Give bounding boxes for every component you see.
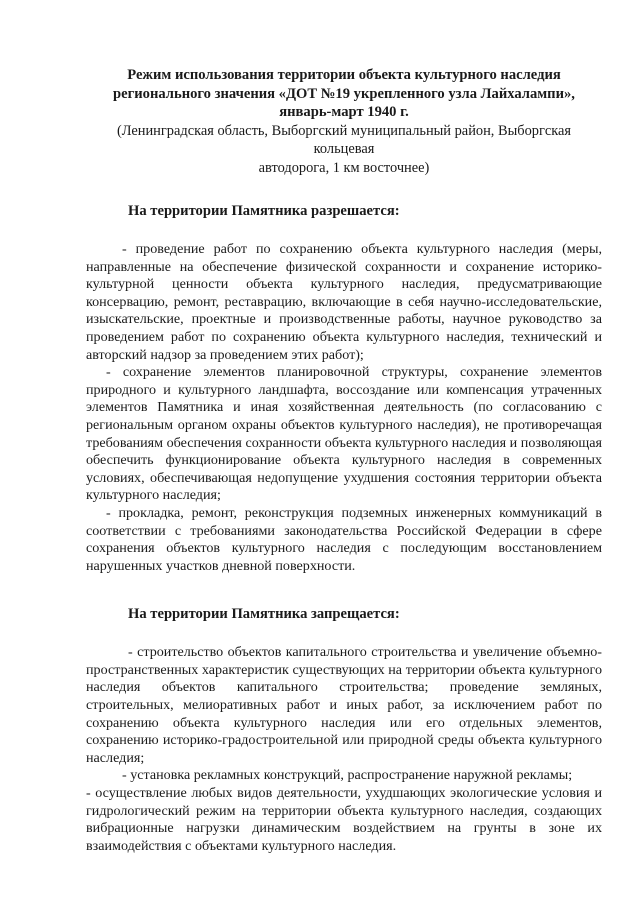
forbidden-item-3: - осуществление любых видов деятельности, ухудшающих экологические условия и гидрологический режим на территории объекта культурного наследия, создающих вибрационные нагрузки динамическим воздействием на грунты в зоне их взаимодействия с объектами культурного наследия. — [86, 785, 602, 854]
document-header — [86, 66, 602, 177]
allowed-item-2: - сохранение элементов планировочной структуры, сохранение элементов природного и культурного ландшафта, воссоздание или компенсация утраченных элементов Памятника и иная хозяйственная деятельность (по согласованию с региональным органом охраны объектов культурного наследия), не противоречащая требованиям обеспечения сохранности объекта культурного наследия и позволяющая обеспечить функционирование объекта культурного наследия в современных условиях, обеспечивающая недопущение ухудшения состояния территории объекта культурного наследия; — [86, 364, 602, 504]
forbidden-item-2: - установка рекламных конструкций, распространение наружной рекламы; — [122, 767, 573, 784]
allowed-item-1: - проведение работ по сохранению объекта культурного наследия (меры, направленные на обеспечение физической сохранности и сохранение историко-культурной ценности объекта культурного наследия, предусматривающие консервацию, ремонт, реставрацию, включающие в себя научно-исследовательские, изыскательские, проектные и производственные работы, научное руководство за проведением работ по сохранению объекта культурного наследия, технический и авторский надзор за проведением этих работ); — [86, 241, 602, 363]
document-title-line-3: январь-март 1940 г. — [279, 104, 409, 120]
allowed-section — [86, 202, 602, 575]
document-title-line-1: Режим использования территории объекта культурного наследия — [127, 67, 561, 83]
forbidden-section — [86, 605, 602, 855]
location-line-1: (Ленинградская область, Выборгский муниципальный район, Выборгская кольцевая — [116, 122, 572, 157]
location-line-2: автодорога, 1 км восточнее) — [258, 159, 430, 176]
allowed-item-3: - прокладка, ремонт, реконструкция подземных инженерных коммуникаций в соответствии с требованиями законодательства Российской Федерации в сфере сохранения объектов культурного наследия с последующим восстановлением нарушенных участков дневной поверхности. — [86, 504, 602, 574]
forbidden-item-1: - строительство объектов капитального строительства и увеличение объемно-пространственных характеристик существующих на территории объекта культурного наследия объектов капитального строительства; проведение земляных, строительных, мелиоративных работ и иных работ, за исключением работ по сохранению объекта культурного наследия или его отдельных элементов, сохранению историко-градостроительной или природной среды объекта культурного наследия; — [86, 644, 602, 766]
allowed-heading: На территории Памятника разрешается: — [128, 203, 400, 219]
document-title-line-2: регионального значения «ДОТ №19 укрепленного узла Лайхалампи», — [113, 85, 575, 102]
forbidden-heading: На территории Памятника запрещается: — [128, 606, 400, 623]
